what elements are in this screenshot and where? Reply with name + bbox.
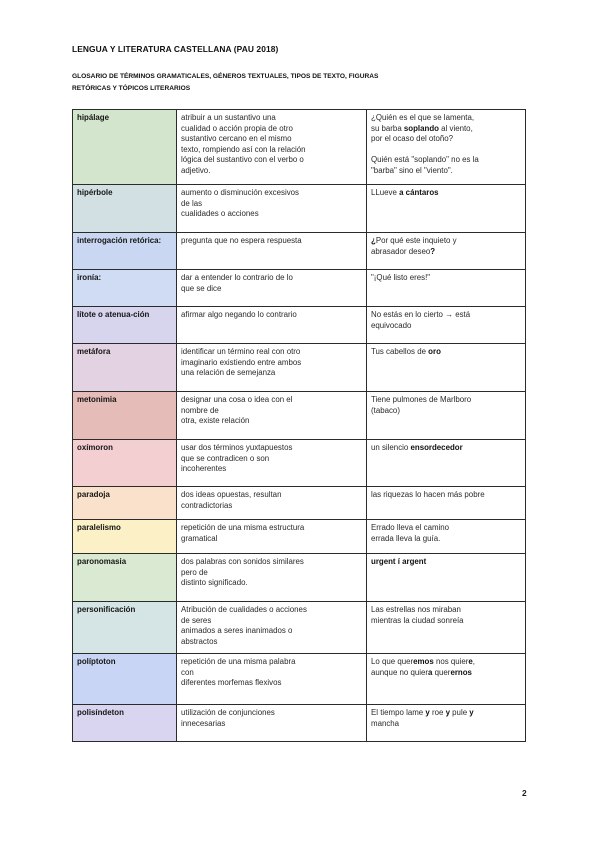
definition-line: afirmar algo negando lo contrario (181, 310, 297, 319)
example-text: por el ocaso del otoño? (371, 134, 454, 144)
term-cell: oxímoron (73, 440, 177, 487)
definition-line: texto, rompiendo así con la relación (181, 144, 306, 154)
term-cell: metonimia (73, 392, 177, 440)
example-text: errada lleva la guía. (371, 533, 441, 543)
definition-cell (177, 554, 367, 602)
example-cell (367, 270, 526, 307)
example-emphasis: ensordecedor (410, 443, 463, 452)
term-cell: hipérbole (73, 185, 177, 233)
example-line (371, 708, 521, 719)
example-line (371, 247, 521, 258)
example-emphasis: e (468, 657, 473, 666)
example-line (371, 616, 521, 627)
example-emphasis: a (428, 667, 433, 677)
term-cell: paralelismo (73, 520, 177, 554)
example-line (371, 534, 521, 545)
example-line (371, 236, 521, 247)
example-text: "¡Qué listo eres!" (371, 273, 431, 282)
table-row (73, 110, 526, 185)
example-text: ¿Quién es el que se lamenta, (371, 113, 475, 122)
table-row (73, 307, 526, 344)
example-text: al viento, (438, 123, 473, 133)
term-cell: polisíndeton (73, 705, 177, 742)
example-text: Lo que quer (371, 657, 414, 666)
glossary-title-line-2: RETÓRICAS Y TÓPICOS LITERARIOS (72, 85, 191, 92)
definition-cell (177, 705, 367, 742)
example-text: Errado lleva el camino (371, 523, 450, 532)
example-text: El tiempo lame (371, 708, 426, 717)
definition-line: sustantivo cercano en el mismo (181, 134, 292, 144)
example-line (371, 719, 521, 730)
example-cell (367, 344, 526, 392)
definition-line: cualidad o acción propia de otro (181, 123, 293, 133)
definition-cell (177, 602, 367, 654)
example-text: , (472, 657, 475, 666)
definition-line: innecesarias (181, 718, 226, 728)
example-emphasis: urgent í argent (371, 557, 427, 566)
example-cell (367, 554, 526, 602)
example-text: No estás en lo cierto → está (371, 310, 471, 319)
example-cell (367, 392, 526, 440)
table-row (73, 233, 526, 270)
definition-cell (177, 307, 367, 344)
example-emphasis: y (425, 708, 430, 717)
definition-line: utilización de conjunciones (181, 708, 275, 717)
term-cell: hipálage (73, 110, 177, 185)
example-line (371, 124, 521, 135)
definition-line: de las (181, 198, 203, 208)
example-line (371, 523, 521, 534)
example-line (371, 347, 521, 358)
example-line (371, 188, 521, 199)
definition-line: repetición de una misma palabra (181, 657, 296, 666)
term-cell: políptoton (73, 654, 177, 705)
term-cell: paronomasia (73, 554, 177, 602)
definition-line: dos palabras con sonidos similares (181, 557, 304, 566)
example-line (371, 557, 521, 568)
definition-cell (177, 344, 367, 392)
definition-line: Atribución de cualidades o acciones (181, 605, 307, 614)
table-row (73, 270, 526, 307)
example-text: abrasador deseo (371, 246, 431, 256)
term-cell: interrogación retórica: (73, 233, 177, 270)
example-line (371, 406, 521, 417)
definition-cell (177, 487, 367, 520)
definition-line: pregunta que no espera respuesta (181, 236, 302, 245)
definition-cell (177, 185, 367, 233)
definition-line: una relación de semejanza (181, 368, 276, 378)
definition-line: dar a entender lo contrario de lo (181, 273, 293, 282)
definition-line: animados a seres inanimados o (181, 626, 293, 636)
example-text: roe (429, 708, 446, 717)
definition-cell (177, 392, 367, 440)
definition-line: designar una cosa o idea con el (181, 395, 293, 404)
glossary-table (72, 109, 526, 742)
example-line (371, 395, 521, 406)
example-line (371, 490, 521, 501)
definition-line: usar dos términos yuxtapuestos (181, 443, 293, 452)
example-emphasis: y (445, 708, 450, 717)
term-cell: ironía: (73, 270, 177, 307)
example-emphasis: y (469, 708, 474, 717)
example-line (371, 273, 521, 284)
example-line (371, 113, 521, 124)
example-cell (367, 233, 526, 270)
table-row (73, 554, 526, 602)
definition-line: repetición de una misma estructura (181, 523, 305, 532)
definition-cell (177, 110, 367, 185)
definition-line: cualidades o acciones (181, 209, 259, 219)
example-text: "barba" sino el "viento". (371, 165, 453, 175)
page-number: 2 (522, 788, 527, 798)
example-text: Por qué este inquieto y (375, 236, 457, 245)
example-text: Tiene pulmones de Marlboro (371, 395, 472, 404)
example-text: quer (432, 667, 451, 677)
example-text: nos quier (433, 657, 469, 666)
example-line (371, 657, 521, 668)
definition-line: incoherentes (181, 464, 227, 474)
example-text: Tus cabellos de (371, 347, 429, 356)
definition-line: distinto significado. (181, 578, 248, 588)
example-line (371, 668, 521, 679)
example-line (371, 443, 521, 454)
example-text: mientras la ciudad sonreía (371, 615, 464, 625)
table-row (73, 602, 526, 654)
example-emphasis: oro (428, 347, 441, 356)
definition-line: que se dice (181, 283, 222, 293)
definition-line: lógica del sustantivo con el verbo o (181, 155, 304, 165)
example-line (371, 605, 521, 616)
definition-line: con (181, 667, 194, 677)
definition-line: adjetivo. (181, 165, 211, 175)
example-text: su barba (371, 123, 404, 133)
definition-line: contradictorias (181, 500, 233, 510)
table-row (73, 185, 526, 233)
definition-cell (177, 440, 367, 487)
example-text: mancha (371, 718, 400, 728)
example-text: Quién está "soplando" no es la (371, 155, 479, 165)
definition-line: que se contradicen o son (181, 453, 270, 463)
definition-line: aumento o disminución excesivos (181, 188, 299, 197)
table-row (73, 705, 526, 742)
glossary-title-line-1: GLOSARIO DE TÉRMINOS GRAMATICALES, GÉNEROS TEXTUALES, TIPOS DE TEXTO, FIGURAS (72, 73, 379, 80)
definition-line: abstractos (181, 636, 218, 646)
definition-cell (177, 654, 367, 705)
definition-line: gramatical (181, 533, 218, 543)
example-cell (367, 110, 526, 185)
example-cell (367, 307, 526, 344)
term-cell: metáfora (73, 344, 177, 392)
example-text: pule (449, 708, 470, 717)
example-line (371, 310, 521, 321)
document-title: LENGUA Y LITERATURA CASTELLANA (PAU 2018) (72, 44, 279, 54)
example-cell (367, 185, 526, 233)
example-text: un silencio (371, 443, 411, 452)
term-cell: personificación (73, 602, 177, 654)
example-line (371, 321, 521, 332)
definition-line: diferentes morfemas flexivos (181, 678, 282, 688)
example-cell (367, 487, 526, 520)
example-text: Las estrellas nos miraban (371, 605, 461, 614)
example-emphasis: ? (430, 246, 436, 256)
example-line (371, 145, 521, 156)
term-cell: lítote o atenua-ción (73, 307, 177, 344)
table-row (73, 344, 526, 392)
example-cell (367, 440, 526, 487)
example-emphasis: ¿ (371, 236, 376, 245)
example-line (371, 166, 521, 177)
example-text: (tabaco) (371, 405, 400, 415)
example-emphasis: a cántaros (399, 188, 439, 197)
example-text: equivocado (371, 320, 412, 330)
example-cell (367, 705, 526, 742)
example-cell (367, 654, 526, 705)
example-text: LLueve (371, 188, 400, 197)
definition-cell (177, 233, 367, 270)
example-emphasis: ernos (450, 667, 472, 677)
example-text: aunque no quier (371, 667, 429, 677)
definition-line: de seres (181, 615, 212, 625)
example-emphasis: emos (413, 657, 434, 666)
definition-line: dos ideas opuestas, resultan (181, 490, 282, 499)
example-line (371, 134, 521, 145)
table-row (73, 392, 526, 440)
example-cell (367, 602, 526, 654)
example-line (371, 155, 521, 166)
definition-line: otra, existe relación (181, 416, 250, 426)
definition-line: pero de (181, 567, 208, 577)
definition-line: identificar un término real con otro (181, 347, 301, 356)
definition-line: nombre de (181, 405, 219, 415)
definition-line: imaginario existiendo entre ambos (181, 357, 302, 367)
definition-cell (177, 520, 367, 554)
term-cell: paradoja (73, 487, 177, 520)
table-row (73, 654, 526, 705)
example-emphasis: soplando (403, 123, 439, 133)
table-row (73, 487, 526, 520)
example-text: las riquezas lo hacen más pobre (371, 490, 485, 499)
definition-cell (177, 270, 367, 307)
definition-line: atribuir a un sustantivo una (181, 113, 276, 122)
table-row (73, 520, 526, 554)
example-cell (367, 520, 526, 554)
table-row (73, 440, 526, 487)
